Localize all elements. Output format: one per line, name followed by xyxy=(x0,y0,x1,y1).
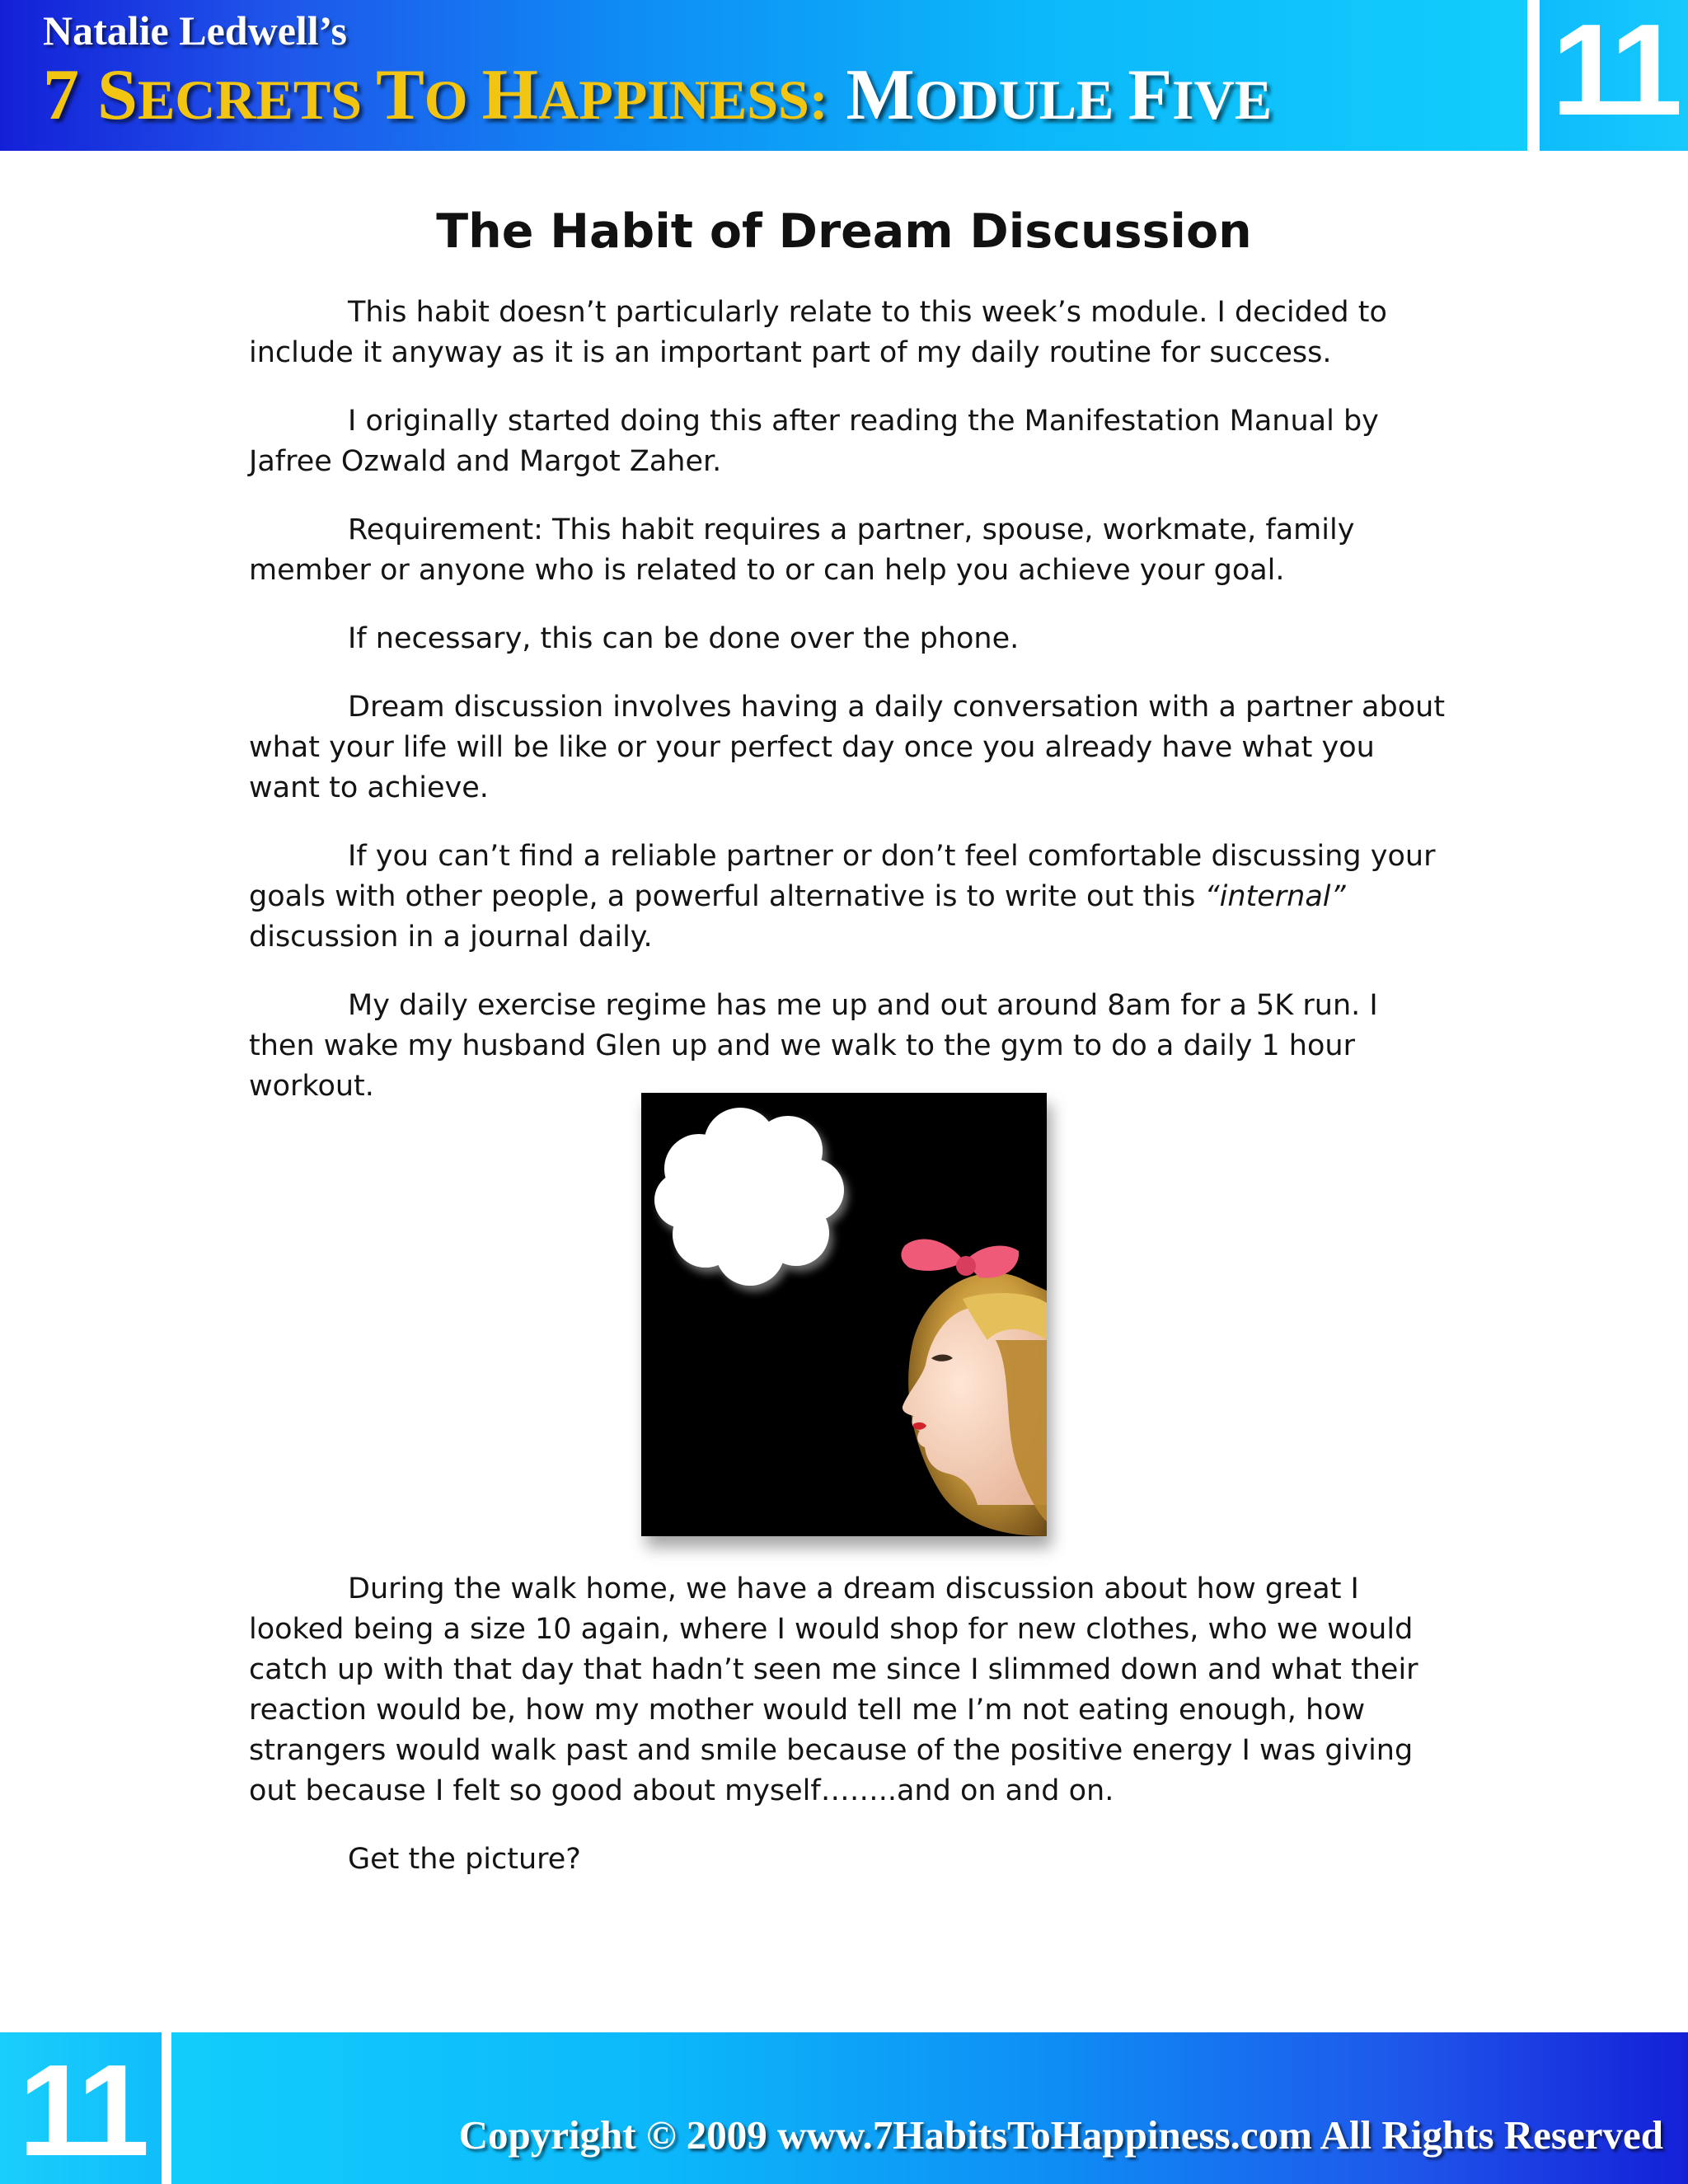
paragraph-5: Dream discussion involves having a daily conversation with a partner about what your life will be like or your perfect day once you already have what you want to achieve. xyxy=(249,691,1446,804)
title-word-ecrets: ECRETS xyxy=(137,68,377,131)
title-word-m: M xyxy=(828,55,915,135)
paragraph-9: Get the picture? xyxy=(348,1843,581,1876)
paragraph-4: If necessary, this can be done over the phone. xyxy=(348,622,1020,655)
header-title xyxy=(43,55,1273,135)
title-word-t: T xyxy=(376,55,424,135)
paragraph-6-after: discussion in a journal daily. xyxy=(249,921,653,954)
paragraph-6-before: If you can’t find a reliable partner or don’t feel comfortable discussing your goals with other people, a powerful alternative is to write out this xyxy=(249,840,1436,913)
footer-page-number-box xyxy=(0,2032,162,2184)
header-banner xyxy=(0,0,1527,151)
footer-copyright: Copyright © 2009 www.7HabitsToHappiness.com All Rights Reserved xyxy=(458,2112,1663,2158)
header-author: Natalie Ledwell’s xyxy=(43,7,347,54)
header-page-number-box xyxy=(1540,0,1688,151)
paragraph-6 xyxy=(249,837,1452,958)
paragraph-3: Requirement: This habit requires a partner, spouse, workmate, family member or anyone who is related to or can help you achieve your goal. xyxy=(249,513,1355,587)
title-word-odule: ODULE xyxy=(914,68,1128,131)
title-word-appiness: APPINESS: xyxy=(538,68,828,131)
header-page-number: 11 xyxy=(1551,0,1676,143)
paragraph-1: This habit doesn’t particularly relate to this week’s module. I decided to include it anyway as it is an important part of my daily routine for success. xyxy=(249,296,1387,369)
title-word-f: F xyxy=(1128,55,1173,135)
footer-page-number: 11 xyxy=(18,2038,143,2183)
body-text-lower xyxy=(249,1569,1452,1908)
dreaming-girl-image xyxy=(641,1093,1047,1536)
title-word-ive: IVE xyxy=(1172,68,1273,131)
page-title: The Habit of Dream Discussion xyxy=(436,204,1252,259)
dreaming-girl-illustration xyxy=(641,1093,1047,1536)
title-word-o: O xyxy=(424,68,482,131)
paragraph-6-emphasis: “internal” xyxy=(1204,880,1346,913)
paragraph-2: I originally started doing this after reading the Manifestation Manual by Jafree Ozwald and Margot Zaher. xyxy=(249,405,1379,478)
body-text-upper xyxy=(249,293,1452,1135)
title-word-7s: 7 S xyxy=(43,55,138,135)
title-word-h: H xyxy=(481,55,539,135)
footer-banner xyxy=(171,2032,1688,2184)
paragraph-8: During the walk home, we have a dream discussion about how great I looked being a size 10 again, where I would shop for new clothes, who we would catch up with that day that hadn’t seen me since I slimmed down and what their reaction would be, how my mother would tell me I’m not eating enough, how strangers would walk past and smile because of the positive energy I was giving out because I felt so good about myself……..and on and on. xyxy=(249,1572,1418,1807)
paragraph-7: My daily exercise regime has me up and out around 8am for a 5K run. I then wake my husband Glen up and we walk to the gym to do a daily 1 hour workout. xyxy=(249,989,1378,1103)
